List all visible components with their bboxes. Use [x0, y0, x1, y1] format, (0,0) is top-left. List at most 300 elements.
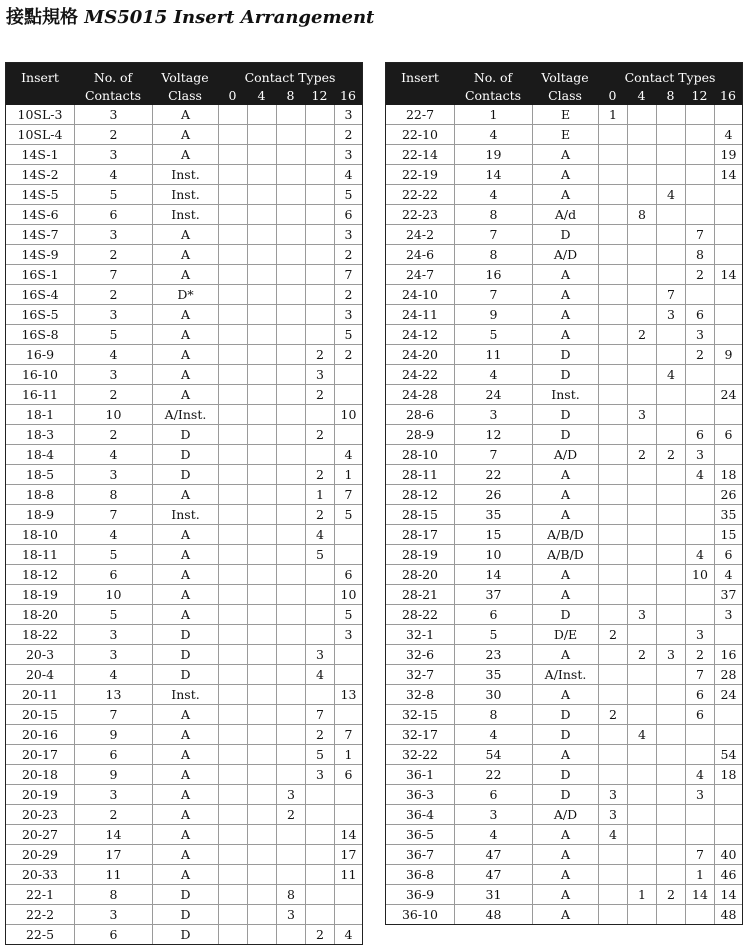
cell-type-12 — [305, 885, 334, 904]
cell-voltage: A — [532, 505, 598, 524]
cell-contacts: 5 — [74, 605, 152, 624]
cell-type-8 — [656, 785, 685, 804]
cell-type-8 — [276, 345, 305, 364]
cell-insert: 24-12 — [401, 327, 439, 342]
cell-contacts: 12 — [454, 425, 532, 444]
cell-insert: 36-4 — [405, 807, 435, 822]
cell-type-8 — [276, 925, 305, 944]
cell-voltage: A — [532, 465, 598, 484]
table-row — [6, 824, 362, 844]
cell-type-12 — [685, 185, 714, 204]
cell-type-12: 2 — [305, 425, 334, 444]
cell-type-4 — [247, 465, 276, 484]
header-type-16: 16 — [340, 88, 356, 103]
cell-type-8 — [656, 505, 685, 524]
header-contacts-line1: No. of — [93, 70, 133, 85]
cell-type-16: 3 — [334, 305, 362, 324]
cell-type-8: 8 — [276, 885, 305, 904]
cell-type-0 — [218, 465, 247, 484]
cell-contacts: 11 — [454, 345, 532, 364]
cell-type-12 — [685, 385, 714, 404]
cell-type-0 — [598, 585, 627, 604]
cell-contacts: 6 — [454, 605, 532, 624]
cell-contacts: 7 — [74, 505, 152, 524]
cell-type-8 — [656, 585, 685, 604]
table-row — [6, 164, 362, 184]
cell-contacts: 5 — [74, 325, 152, 344]
cell-voltage: D — [532, 365, 598, 384]
cell-voltage: D — [152, 885, 218, 904]
cell-contacts: 15 — [454, 525, 532, 544]
cell-insert: 22-2 — [25, 907, 55, 922]
cell-type-8: 4 — [656, 365, 685, 384]
cell-type-16: 5 — [334, 605, 362, 624]
cell-insert: 14S-6 — [21, 207, 59, 222]
cell-contacts: 5 — [454, 325, 532, 344]
cell-type-16: 11 — [334, 865, 362, 884]
table-row — [386, 224, 742, 244]
cell-contacts: 2 — [74, 245, 152, 264]
cell-type-4 — [247, 245, 276, 264]
cell-type-0 — [598, 565, 627, 584]
cell-type-4 — [627, 105, 656, 124]
cell-type-12: 2 — [305, 925, 334, 944]
cell-type-0 — [218, 225, 247, 244]
cell-insert: 22-19 — [401, 167, 439, 182]
table-row — [386, 464, 742, 484]
cell-insert: 36-10 — [401, 907, 439, 922]
cell-type-0 — [218, 805, 247, 824]
cell-type-16 — [334, 905, 362, 924]
cell-type-0 — [218, 525, 247, 544]
cell-insert: 14S-7 — [21, 227, 59, 242]
cell-type-0 — [218, 745, 247, 764]
cell-type-8 — [276, 545, 305, 564]
cell-type-16: 14 — [714, 265, 742, 284]
table-row — [386, 764, 742, 784]
cell-type-8 — [276, 105, 305, 124]
cell-type-16: 19 — [714, 145, 742, 164]
cell-type-8 — [276, 405, 305, 424]
cell-insert: 16-9 — [25, 347, 55, 362]
header-contact-types: Contact Types — [624, 70, 716, 85]
header-type-12: 12 — [691, 88, 708, 103]
header-voltage-line1: Voltage — [541, 70, 589, 85]
cell-type-0 — [218, 585, 247, 604]
cell-type-4 — [627, 865, 656, 884]
cell-type-8 — [656, 685, 685, 704]
cell-voltage: A/Inst. — [532, 665, 598, 684]
cell-voltage: A — [152, 145, 218, 164]
cell-type-4 — [247, 545, 276, 564]
table-row — [386, 424, 742, 444]
cell-contacts: 24 — [454, 385, 532, 404]
table-row — [6, 284, 362, 304]
cell-type-0 — [598, 265, 627, 284]
cell-type-16 — [714, 225, 742, 244]
cell-type-0 — [598, 665, 627, 684]
cell-voltage: A — [152, 345, 218, 364]
cell-type-16 — [714, 825, 742, 844]
cell-contacts: 7 — [454, 445, 532, 464]
cell-type-4 — [247, 525, 276, 544]
cell-contacts: 6 — [454, 785, 532, 804]
cell-insert: 20-29 — [21, 847, 59, 862]
cell-type-8 — [656, 725, 685, 744]
cell-type-4 — [247, 485, 276, 504]
table-row — [386, 544, 742, 564]
cell-type-12 — [305, 265, 334, 284]
cell-type-8 — [276, 245, 305, 264]
cell-type-16: 6 — [334, 565, 362, 584]
cell-type-12: 5 — [305, 545, 334, 564]
table-row — [6, 704, 362, 724]
cell-type-12: 3 — [305, 765, 334, 784]
cell-type-4: 3 — [627, 605, 656, 624]
cell-type-12 — [685, 205, 714, 224]
header-contact-types: Contact Types — [244, 70, 336, 85]
cell-type-16: 14 — [714, 885, 742, 904]
title-chinese: 接點規格 — [6, 7, 78, 28]
cell-type-0 — [218, 685, 247, 704]
table-row — [386, 124, 742, 144]
header-type-16: 16 — [720, 88, 736, 103]
header-insert: Insert — [21, 70, 59, 85]
cell-type-16: 7 — [334, 485, 362, 504]
cell-contacts: 5 — [454, 625, 532, 644]
table-row — [6, 564, 362, 584]
cell-contacts: 7 — [454, 225, 532, 244]
cell-insert: 10SL-4 — [17, 127, 63, 142]
cell-type-4 — [627, 485, 656, 504]
cell-type-16: 2 — [334, 345, 362, 364]
table-row — [6, 404, 362, 424]
cell-insert: 18-10 — [21, 527, 59, 542]
cell-voltage: D — [152, 645, 218, 664]
cell-type-8 — [276, 205, 305, 224]
cell-type-8 — [276, 385, 305, 404]
cell-type-12 — [305, 325, 334, 344]
cell-voltage: D — [152, 665, 218, 684]
cell-contacts: 3 — [74, 785, 152, 804]
cell-insert: 32-1 — [405, 627, 435, 642]
cell-type-12 — [305, 405, 334, 424]
cell-type-16: 9 — [714, 345, 742, 364]
cell-voltage: D — [152, 905, 218, 924]
cell-type-0 — [598, 645, 627, 664]
cell-voltage: A — [152, 805, 218, 824]
cell-type-12: 3 — [685, 625, 714, 644]
cell-contacts: 6 — [74, 745, 152, 764]
cell-type-12 — [685, 105, 714, 124]
cell-contacts: 3 — [74, 145, 152, 164]
cell-type-16 — [714, 305, 742, 324]
cell-insert: 22-5 — [25, 927, 55, 942]
cell-type-16: 6 — [334, 205, 362, 224]
cell-type-12 — [305, 865, 334, 884]
cell-type-8: 2 — [276, 805, 305, 824]
cell-type-4 — [247, 505, 276, 524]
cell-type-4 — [247, 565, 276, 584]
cell-type-0: 2 — [598, 625, 627, 644]
table-row — [386, 884, 742, 904]
cell-voltage: A — [532, 145, 598, 164]
cell-type-4 — [247, 745, 276, 764]
cell-type-4 — [627, 225, 656, 244]
cell-type-4 — [247, 225, 276, 244]
cell-type-0 — [218, 845, 247, 864]
cell-type-8 — [276, 285, 305, 304]
cell-type-0 — [218, 145, 247, 164]
cell-type-16: 3 — [334, 225, 362, 244]
cell-contacts: 3 — [74, 105, 152, 124]
cell-type-8: 3 — [656, 645, 685, 664]
cell-contacts: 31 — [454, 885, 532, 904]
cell-type-16: 6 — [334, 765, 362, 784]
cell-type-4 — [627, 385, 656, 404]
cell-voltage: A — [532, 165, 598, 184]
cell-type-12: 14 — [685, 885, 714, 904]
cell-type-12: 6 — [685, 425, 714, 444]
cell-type-4 — [627, 525, 656, 544]
cell-insert: 20-33 — [21, 867, 59, 882]
table-row — [6, 344, 362, 364]
cell-type-16: 4 — [714, 125, 742, 144]
table-row — [386, 204, 742, 224]
cell-insert: 24-11 — [401, 307, 439, 322]
cell-type-16 — [714, 365, 742, 384]
cell-voltage: A — [152, 765, 218, 784]
table-row — [386, 624, 742, 644]
cell-type-0 — [218, 425, 247, 444]
header-contacts-line1: No. of — [473, 70, 513, 85]
cell-contacts: 2 — [74, 385, 152, 404]
cell-type-4 — [247, 305, 276, 324]
cell-contacts: 3 — [454, 805, 532, 824]
cell-type-0 — [218, 485, 247, 504]
table-row — [6, 264, 362, 284]
cell-insert: 22-22 — [401, 187, 439, 202]
cell-type-8 — [276, 605, 305, 624]
cell-voltage: A — [532, 825, 598, 844]
cell-type-0 — [598, 425, 627, 444]
cell-type-8 — [276, 465, 305, 484]
cell-type-16: 4 — [334, 925, 362, 944]
cell-type-12: 6 — [685, 305, 714, 324]
cell-voltage: Inst. — [532, 385, 598, 404]
cell-insert: 32-17 — [401, 727, 439, 742]
cell-type-0 — [598, 545, 627, 564]
cell-type-16: 54 — [714, 745, 742, 764]
cell-type-12 — [305, 825, 334, 844]
cell-type-8 — [656, 705, 685, 724]
cell-type-0 — [598, 885, 627, 904]
cell-type-12 — [685, 725, 714, 744]
cell-insert: 28-22 — [401, 607, 439, 622]
cell-type-4 — [247, 765, 276, 784]
cell-type-4 — [627, 625, 656, 644]
cell-type-0 — [598, 905, 627, 924]
cell-insert: 18-12 — [21, 567, 59, 582]
cell-insert: 18-11 — [21, 547, 59, 562]
cell-type-16 — [334, 645, 362, 664]
cell-type-0 — [218, 385, 247, 404]
table-header — [6, 63, 362, 105]
cell-type-8 — [656, 425, 685, 444]
cell-voltage: D — [532, 345, 598, 364]
cell-type-0 — [598, 205, 627, 224]
cell-voltage: Inst. — [152, 505, 218, 524]
cell-type-4 — [247, 125, 276, 144]
cell-insert: 16-11 — [21, 387, 59, 402]
cell-type-4 — [627, 805, 656, 824]
cell-type-0 — [598, 225, 627, 244]
cell-voltage: D* — [152, 285, 218, 304]
cell-insert: 28-11 — [401, 467, 439, 482]
cell-type-12: 3 — [685, 785, 714, 804]
cell-type-0 — [218, 345, 247, 364]
cell-type-16 — [714, 245, 742, 264]
cell-type-0 — [218, 765, 247, 784]
table-row — [6, 384, 362, 404]
cell-type-12: 4 — [305, 665, 334, 684]
cell-type-4 — [247, 625, 276, 644]
cell-type-16 — [334, 665, 362, 684]
cell-type-8 — [276, 685, 305, 704]
cell-type-8 — [656, 765, 685, 784]
cell-type-8 — [276, 565, 305, 584]
table-row — [386, 904, 742, 924]
cell-type-8 — [656, 905, 685, 924]
cell-insert: 24-7 — [405, 267, 435, 282]
cell-type-16 — [714, 405, 742, 424]
table-row — [6, 484, 362, 504]
cell-insert: 10SL-3 — [17, 107, 63, 122]
cell-type-16 — [334, 805, 362, 824]
cell-insert: 28-12 — [401, 487, 439, 502]
cell-type-12 — [305, 805, 334, 824]
table-row — [386, 184, 742, 204]
cell-type-16 — [334, 785, 362, 804]
cell-contacts: 6 — [74, 925, 152, 944]
cell-type-12 — [685, 605, 714, 624]
cell-contacts: 47 — [454, 845, 532, 864]
cell-voltage: A — [152, 825, 218, 844]
cell-voltage: A — [152, 385, 218, 404]
header-contacts-line2: Contacts — [84, 88, 142, 103]
cell-contacts: 8 — [74, 485, 152, 504]
cell-voltage: A/B/D — [532, 545, 598, 564]
cell-contacts: 13 — [74, 685, 152, 704]
cell-type-8 — [276, 865, 305, 884]
table-row — [386, 744, 742, 764]
cell-type-8 — [656, 325, 685, 344]
cell-insert: 36-1 — [405, 767, 435, 782]
cell-type-4 — [627, 905, 656, 924]
cell-type-0 — [598, 125, 627, 144]
cell-type-0 — [598, 865, 627, 884]
cell-type-12 — [305, 685, 334, 704]
cell-contacts: 35 — [454, 505, 532, 524]
cell-type-16 — [334, 545, 362, 564]
cell-type-16 — [334, 885, 362, 904]
cell-voltage: A — [532, 685, 598, 704]
cell-type-8 — [656, 625, 685, 644]
table-row — [6, 724, 362, 744]
cell-type-16: 15 — [714, 525, 742, 544]
cell-voltage: D — [532, 225, 598, 244]
cell-type-16: 3 — [334, 145, 362, 164]
cell-voltage: A — [152, 485, 218, 504]
cell-type-8 — [656, 385, 685, 404]
cell-type-8 — [656, 745, 685, 764]
table-row — [386, 824, 742, 844]
cell-type-0 — [598, 485, 627, 504]
cell-type-0 — [218, 785, 247, 804]
cell-voltage: A — [532, 645, 598, 664]
cell-type-16: 3 — [334, 105, 362, 124]
table-row — [6, 764, 362, 784]
cell-type-0 — [218, 825, 247, 844]
cell-type-16: 3 — [334, 625, 362, 644]
table-row — [386, 304, 742, 324]
table-row — [6, 244, 362, 264]
cell-type-0 — [598, 245, 627, 264]
table-row — [386, 844, 742, 864]
cell-type-4 — [627, 285, 656, 304]
cell-type-16: 24 — [714, 385, 742, 404]
cell-type-16 — [334, 425, 362, 444]
cell-type-8 — [276, 705, 305, 724]
cell-type-4 — [627, 685, 656, 704]
cell-contacts: 3 — [74, 225, 152, 244]
title-english: MS5015 Insert Arrangement — [84, 7, 375, 28]
cell-type-16: 37 — [714, 585, 742, 604]
cell-insert: 22-1 — [25, 887, 55, 902]
cell-voltage: A — [152, 745, 218, 764]
cell-insert: 18-1 — [25, 407, 55, 422]
cell-insert: 16S-4 — [21, 287, 59, 302]
cell-type-0 — [218, 445, 247, 464]
cell-type-0 — [598, 845, 627, 864]
table-row — [6, 904, 362, 924]
cell-contacts: 14 — [74, 825, 152, 844]
cell-type-8 — [276, 845, 305, 864]
cell-type-16 — [714, 445, 742, 464]
cell-type-4 — [627, 465, 656, 484]
cell-type-4 — [627, 565, 656, 584]
cell-contacts: 1 — [454, 105, 532, 124]
cell-type-0 — [598, 465, 627, 484]
cell-contacts: 7 — [74, 265, 152, 284]
cell-insert: 18-22 — [21, 627, 59, 642]
cell-voltage: A — [532, 745, 598, 764]
cell-type-12 — [685, 745, 714, 764]
cell-contacts: 30 — [454, 685, 532, 704]
cell-type-4 — [247, 445, 276, 464]
cell-insert: 32-8 — [405, 687, 435, 702]
cell-voltage: A — [152, 325, 218, 344]
cell-type-4 — [627, 425, 656, 444]
cell-type-4 — [247, 185, 276, 204]
cell-type-16: 2 — [334, 285, 362, 304]
cell-type-12 — [305, 205, 334, 224]
cell-type-0 — [218, 925, 247, 944]
cell-type-8 — [656, 605, 685, 624]
cell-voltage: D — [532, 725, 598, 744]
cell-insert: 22-14 — [401, 147, 439, 162]
cell-type-8 — [276, 485, 305, 504]
